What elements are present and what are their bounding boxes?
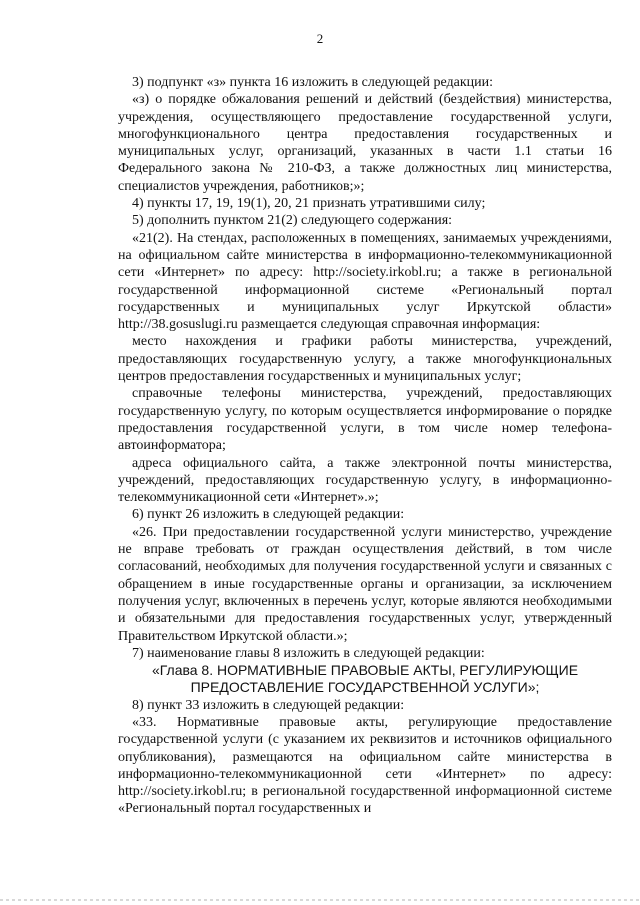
page-number: 2 bbox=[316, 31, 324, 46]
paragraph-item-5: 5) дополнить пунктом 21(2) следующего содержания: bbox=[132, 213, 453, 229]
paragraph-point-26: «26. При предоставлении государственной услуги министерство, учреждение не вправе требовать от граждан осуществления действий, в том числе согласований, необходимых для получения государственной услуги и связанных с обращением в иные государственные органы и организации, за исключением получения услуг, включенных в перечень услуг, которые являются необходимыми и обязательными для предоставления государственных услуг, утвержденный Правительством Иркутской области.»; bbox=[118, 524, 612, 644]
paragraph-location-schedule: место нахождения и графики работы министерства, учреждений, предоставляющих государственную услугу, а также многофункциональных центров предоставления государственных и муниципальных услуг; bbox=[118, 334, 612, 385]
paragraph-phones: справочные телефоны министерства, учреждений, предоставляющих государственную услугу, по которым осуществляется информирование о порядке предоставления государственной услуги, в том числе номер телефона-автоинформатора; bbox=[118, 386, 612, 454]
paragraph-point-21-2: «21(2). На стендах, расположенных в помещениях, занимаемых учреждениями, на официальном сайте министерства в информационно-телекоммуникационной сети «Интернет» по адресу: http://society.irkobl.ru; а также в региональной государственной информационной системе «Региональный портал государственных и муниципальных услуг Иркутской области» http://38.gosuslugi.ru размещается следующая справочная информация: bbox=[118, 230, 612, 333]
paragraph-item-3: 3) подпункт «з» пункта 16 изложить в следующей редакции: bbox=[132, 75, 493, 90]
paragraph-point-33: «33. Нормативные правовые акты, регулирующие предоставление государственной услуги (с указанием их реквизитов и источников официального опубликования), размещаются на официальном сайте министерства в информационно-телекоммуникационной сети «Интернет» по адресу: http://society.irkobl.ru; в региональной государственной информационной системе «Региональный портал государственных и bbox=[118, 714, 612, 817]
paragraph-addresses: адреса официального сайта, а также электронной почты министерства, учреждений, предоставляющих государственную услугу, в информационно-телекоммуникационной сети «Интернет».»; bbox=[118, 455, 612, 506]
chapter-heading-line-1: «Глава 8. НОРМАТИВНЫЕ ПРАВОВЫЕ АКТЫ, РЕГУЛИРУЮЩИЕ bbox=[151, 662, 579, 679]
chapter-heading-line-2: ПРЕДОСТАВЛЕНИЕ ГОСУДАРСТВЕННОЙ УСЛУГИ»; bbox=[190, 679, 540, 696]
paragraph-item-6: 6) пункт 26 изложить в следующей редакции: bbox=[132, 507, 405, 523]
scan-bottom-edge bbox=[0, 899, 640, 901]
paragraph-subpoint-z: «з) о порядке обжалования решений и действий (бездействия) министерства, учреждения, осуществляющего предоставление государственной услуги, многофункционального центра предоставления государственных и муниципальных услуг, организаций, указанных в части 1.1 статьи 16 Федерального закона № 210-ФЗ, а также должностных лиц министерства, специалистов учреждения, работников;»; bbox=[118, 92, 612, 194]
paragraph-item-4: 4) пункты 17, 19, 19(1), 20, 21 признать утратившими силу; bbox=[132, 196, 486, 212]
document-body bbox=[118, 74, 612, 818]
paragraph-item-7: 7) наименование главы 8 изложить в следующей редакции: bbox=[132, 645, 485, 661]
paragraph-item-8: 8) пункт 33 изложить в следующей редакции: bbox=[132, 697, 405, 713]
